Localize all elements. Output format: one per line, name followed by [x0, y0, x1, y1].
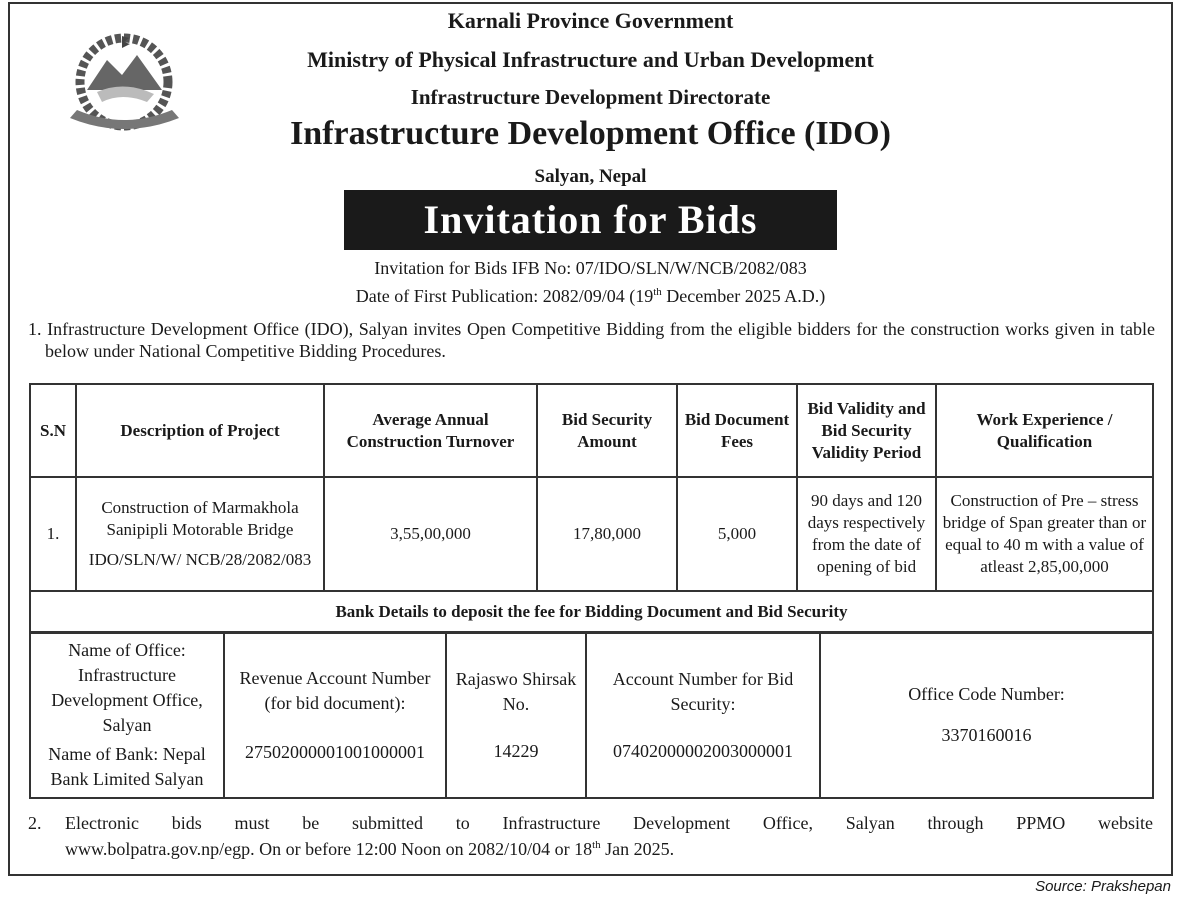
bank-details-title: Bank Details to deposit the fee for Bidding Document and Bid Security — [30, 591, 1153, 633]
source-credit: Source: Prakshepan — [1035, 878, 1171, 895]
location-heading: Salyan, Nepal — [534, 166, 647, 187]
paragraph-1: 1. Infrastructure Development Office (IDO), Salyan invites Open Competitive Bidding from the eligible bidders for the construction works given in table below under National Competitive Bidding Procedures. — [28, 319, 1156, 361]
invitation-banner: Invitation for Bids — [344, 190, 837, 250]
header-experience: Work Experience / Qualification — [936, 384, 1153, 477]
table-row — [30, 477, 1153, 591]
header-description: Description of Project — [76, 384, 324, 477]
header-document-fees: Bid Document Fees — [677, 384, 797, 477]
office-bank-cell: Name of Office: Infrastructure Development Office, Salyan Name of Bank: Nepal Bank Limited Salyan — [30, 632, 224, 798]
header-bid-security: Bid Security Amount — [537, 384, 677, 477]
bid-table — [29, 383, 1154, 634]
office-heading: Infrastructure Development Office (IDO) — [290, 115, 891, 152]
header-validity: Bid Validity and Bid Security Validity Period — [797, 384, 936, 477]
cell-document-fees: 5,000 — [677, 477, 797, 591]
ministry-heading: Ministry of Physical Infrastructure and Urban Development — [307, 47, 874, 72]
ifb-number: Invitation for Bids IFB No: 07/IDO/SLN/W/NCB/2082/083 — [374, 258, 807, 278]
cell-sn: 1. — [30, 477, 76, 591]
cell-description: Construction of Marmakhola Sanipipli Motorable Bridge IDO/SLN/W/ NCB/28/2082/083 — [76, 477, 324, 591]
cell-turnover: 3,55,00,000 — [324, 477, 537, 591]
bank-table — [29, 631, 1154, 799]
bid-security-account-cell: Account Number for Bid Security: 07402000002003000001 — [586, 632, 820, 798]
cell-validity: 90 days and 120 days respectively from the date of opening of bid — [797, 477, 936, 591]
rajaswo-cell: Rajaswo Shirsak No. 14229 — [446, 632, 586, 798]
header-sn: S.N — [30, 384, 76, 477]
directorate-heading: Infrastructure Development Directorate — [410, 85, 771, 109]
province-heading: Karnali Province Government — [447, 8, 734, 33]
paragraph-2: 2. Electronic bids must be submitted to Infrastructure Development Office, Salyan through PPMO website www.bolpatra.gov.np/egp. On or before 12:00 Noon on 2082/10/04 or 18th Jan 2025. — [28, 813, 1153, 859]
table-header-row — [30, 384, 1153, 477]
cell-experience: Construction of Pre – stress bridge of Span greater than or equal to 40 m with a value of atleast 2,85,00,000 — [936, 477, 1153, 591]
header-turnover: Average Annual Construction Turnover — [324, 384, 537, 477]
office-code-cell: Office Code Number: 3370160016 — [820, 632, 1153, 798]
publication-date: Date of First Publication: 2082/09/04 (19th December 2025 A.D.) — [355, 286, 826, 306]
cell-bid-security: 17,80,000 — [537, 477, 677, 591]
revenue-account-cell: Revenue Account Number (for bid document): 27502000001001000001 — [224, 632, 446, 798]
